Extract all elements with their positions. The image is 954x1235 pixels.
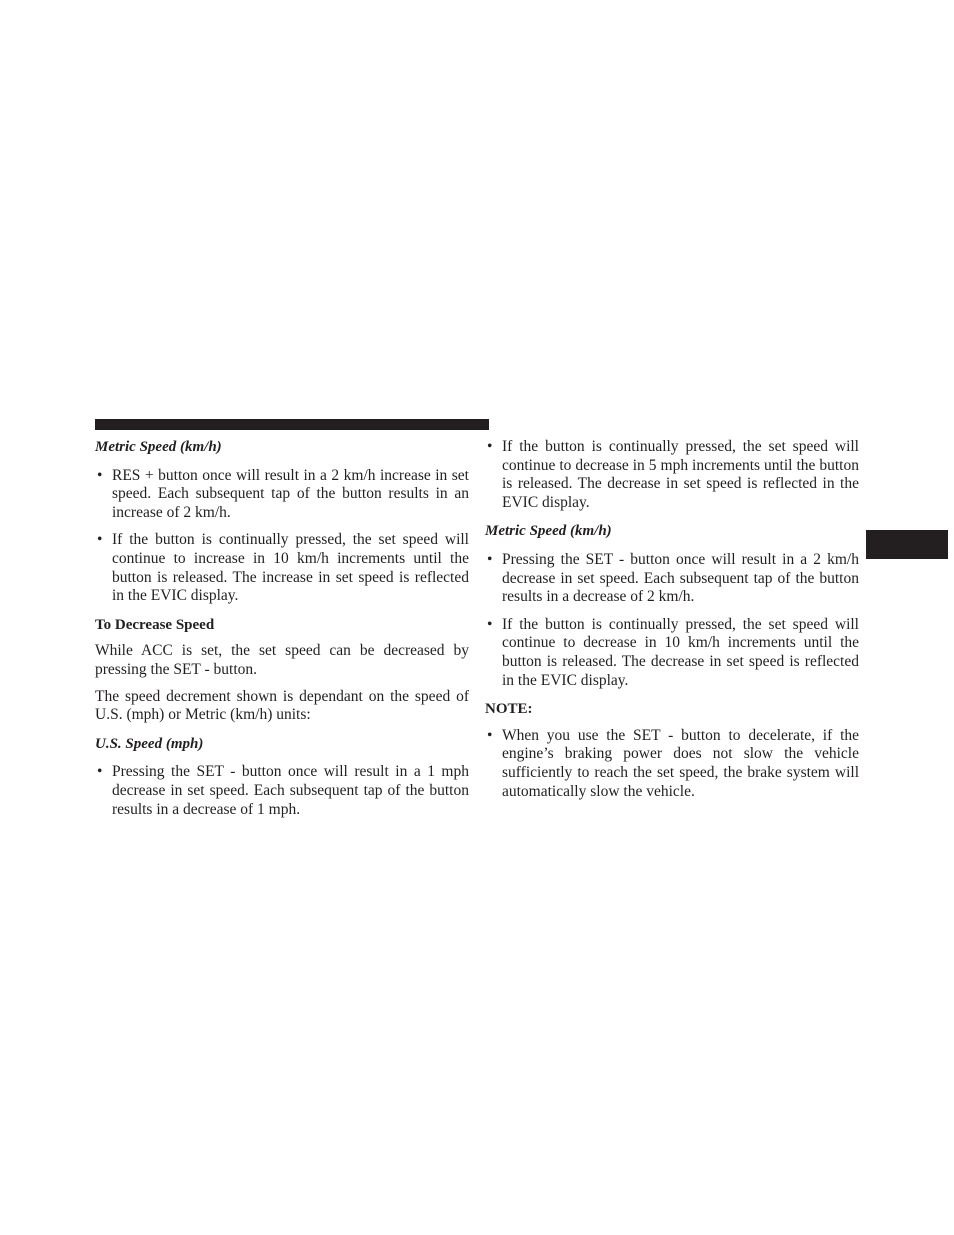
decrease-speed-heading: To Decrease Speed bbox=[95, 616, 215, 633]
bullet-icon: • bbox=[97, 763, 103, 781]
bullet-icon: • bbox=[487, 550, 493, 568]
list-item: • Pressing the SET - button once will result in a 1 mph decrease in set speed. Each subsequent tap of the button results in a decrease of 1 mph. bbox=[97, 763, 469, 818]
note-heading: NOTE: bbox=[485, 701, 533, 718]
list-item: • If the button is continually pressed, the set speed will continue to decrease in 5 mph increments until the button is released. The decrease in set speed is reflected in the EVIC display. bbox=[487, 438, 859, 511]
note-list bbox=[485, 727, 859, 801]
list-item: • If the button is continually pressed, the set speed will continue to decrease in 10 km/h increments until the button is released. The decrease in set speed is reflected in the EVIC display. bbox=[487, 615, 859, 689]
metric-decrease-list bbox=[485, 551, 859, 690]
decrease-paragraph-1: While ACC is set, the set speed can be decreased by pressing the SET - button. bbox=[95, 642, 469, 678]
left-column bbox=[95, 438, 469, 829]
decrease-paragraph-2: The speed decrement shown is dependant on the speed of U.S. (mph) or Metric (km/h) units: bbox=[95, 687, 469, 724]
list-item: • When you use the SET - button to decelerate, if the engine’s braking power does not slow the vehicle sufficiently to reach the set speed, the brake system will automatically slow the vehicle. bbox=[487, 726, 859, 800]
section-top-rule bbox=[95, 419, 489, 430]
right-column bbox=[485, 438, 859, 811]
us-decrease-list-continued bbox=[485, 438, 859, 512]
metric-increase-list bbox=[95, 467, 469, 606]
us-decrease-list bbox=[95, 763, 469, 819]
bullet-icon: • bbox=[487, 726, 493, 744]
metric-speed-heading: Metric Speed (km/h) bbox=[95, 439, 222, 455]
list-item: • If the button is continually pressed, the set speed will continue to increase in 10 km/h increments until the button is released. The increase in set speed is reflected in the EVIC display. bbox=[97, 531, 469, 605]
bullet-icon: • bbox=[97, 466, 103, 484]
list-item: • RES + button once will result in a 2 km/h increase in set speed. Each subsequent tap of the button results in an increase of 2 km/h. bbox=[97, 466, 469, 521]
bullet-icon: • bbox=[487, 438, 493, 455]
bullet-icon: • bbox=[97, 531, 103, 549]
list-item: • Pressing the SET - button once will result in a 2 km/h decrease in set speed. Each subsequent tap of the button results in a decrease of 2 km/h. bbox=[487, 550, 859, 606]
us-speed-heading: U.S. Speed (mph) bbox=[95, 735, 204, 752]
chapter-tab-marker bbox=[866, 530, 948, 559]
metric-speed-heading-right: Metric Speed (km/h) bbox=[485, 523, 612, 540]
bullet-icon: • bbox=[487, 615, 493, 633]
